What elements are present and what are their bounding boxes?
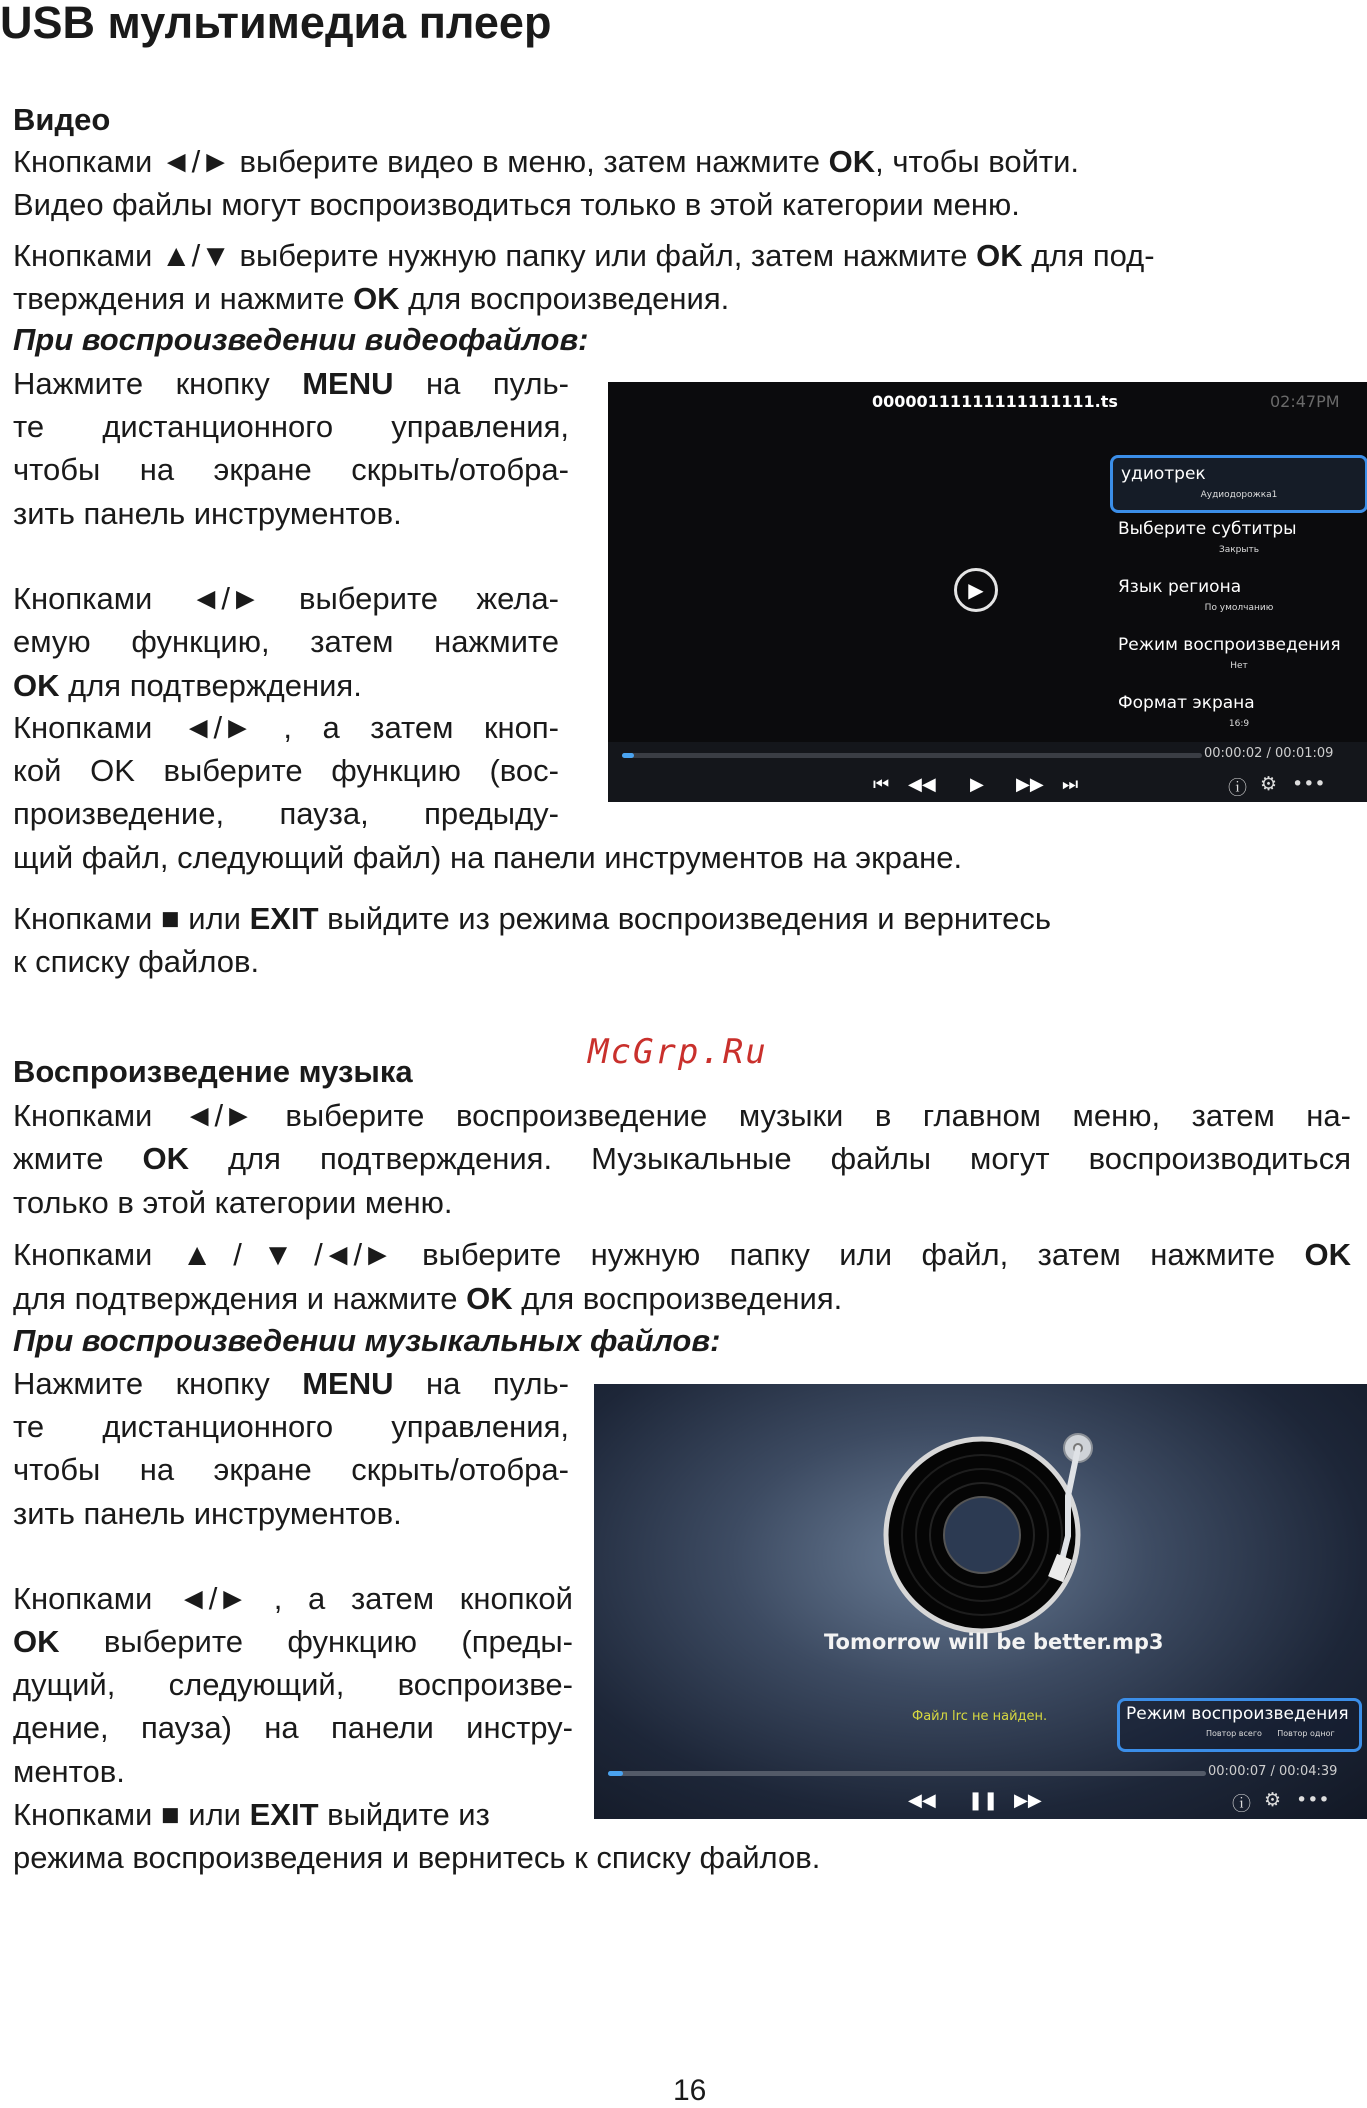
video-progress-fill: [622, 753, 634, 758]
music-progress-fill: [608, 1771, 623, 1776]
music-para-line: Кнопками ◄/► , а затем кнопкой: [13, 1581, 573, 1616]
track-title: Tomorrow will be better.mp3: [824, 1630, 1164, 1654]
menu-item-subtitles[interactable]: Выберите субтитры Закрыть: [1118, 519, 1297, 555]
video-para-line: те дистанционного управления,: [13, 409, 569, 444]
play-mode-options: Повтор всего Повтор одног: [1206, 1729, 1335, 1738]
video-filename: 00000111111111111111.ts: [872, 392, 1118, 411]
music-line-1: Кнопками ◄/► выберите воспроизведение музыки в главном меню, затем на-: [13, 1098, 1351, 1133]
pause-icon[interactable]: ❚❚: [968, 1790, 999, 1811]
menu-item-aspect-ratio[interactable]: Формат экрана 16:9: [1118, 693, 1255, 729]
video-subheading: При воспроизведении видеофайлов:: [13, 322, 589, 357]
video-heading: Видео: [13, 102, 111, 137]
skip-previous-icon[interactable]: ⏮: [873, 774, 890, 795]
video-line-1: Кнопками ◄/► выберите видео в меню, затем нажмите OK, чтобы войти.: [13, 144, 1080, 179]
clock: 02:47PM: [1270, 392, 1340, 411]
music-para-line: OK выберите функцию (преды-: [13, 1624, 573, 1659]
video-para-line: зить панель инструментов.: [13, 496, 402, 531]
music-heading: Воспроизведение музыка: [13, 1054, 413, 1089]
video-para-line: произведение, пауза, предыду-: [13, 796, 559, 831]
play-mode-panel[interactable]: [1117, 1698, 1362, 1752]
video-para-line: чтобы на экране скрыть/отобра-: [13, 452, 569, 487]
music-line-2: жмите OK для подтверждения. Музыкальные файлы могут воспроизводиться: [13, 1141, 1351, 1176]
video-line-4: тверждения и нажмите OK для воспроизведения.: [13, 281, 730, 316]
music-para-line: дение, пауза) на панели инстру-: [13, 1710, 573, 1745]
rewind-icon[interactable]: ◀◀: [908, 774, 936, 795]
music-progress-bar[interactable]: [608, 1771, 1206, 1776]
video-options-menu: [1110, 455, 1367, 745]
info-icon[interactable]: ⓘ: [1232, 1793, 1252, 1815]
music-para-line: Нажмите кнопку MENU на пуль-: [13, 1366, 569, 1401]
video-time: 00:00:02 / 00:01:09: [1204, 746, 1334, 761]
gear-icon[interactable]: ⚙: [1260, 773, 1278, 795]
play-mode-label: Режим воспроизведения: [1126, 1704, 1349, 1724]
more-icon[interactable]: •••: [1296, 1789, 1330, 1811]
skip-next-icon[interactable]: ⏭: [1062, 774, 1079, 795]
music-line-5: для подтверждения и нажмите OK для воспроизведения.: [13, 1281, 843, 1316]
fast-forward-icon[interactable]: ▶▶: [1016, 774, 1044, 795]
music-time: 00:00:07 / 00:04:39: [1208, 1764, 1338, 1779]
menu-item-region-language[interactable]: Язык региона По умолчанию: [1118, 577, 1274, 613]
video-para-line: кой OK выберите функцию (вос-: [13, 753, 559, 788]
video-para-line: OK для подтверждения.: [13, 668, 362, 703]
video-para-line: Кнопками ■ или EXIT выйдите из режима воспроизведения и вернитесь: [13, 901, 1052, 936]
play-icon[interactable]: ▶: [954, 568, 998, 612]
fast-forward-icon[interactable]: ▶▶: [1014, 1790, 1042, 1811]
info-icon[interactable]: ⓘ: [1228, 777, 1248, 799]
watermark: McGrp.Ru: [588, 1032, 768, 1072]
video-line-3: Кнопками ▲/▼ выберите нужную папку или файл, затем нажмите OK для под-: [13, 238, 1155, 273]
lyrics-status: Файл lrc не найден.: [912, 1709, 1048, 1724]
menu-item-audio-track[interactable]: удиотрек Аудиодорожка1: [1110, 455, 1367, 513]
more-icon[interactable]: •••: [1292, 773, 1326, 795]
video-para-line: Кнопками ◄/► , а затем кноп-: [13, 710, 559, 745]
music-player-screenshot: [594, 1384, 1367, 1819]
rewind-icon[interactable]: ◀◀: [908, 1790, 936, 1811]
page-title: USB мультимедиа плеер: [0, 0, 552, 48]
vinyl-turntable-icon: [594, 1384, 1367, 1819]
menu-item-play-mode[interactable]: Режим воспроизведения Нет: [1118, 635, 1341, 671]
page-number: 16: [673, 2074, 707, 2107]
music-para-line: режима воспроизведения и вернитесь к списку файлов.: [13, 1840, 821, 1875]
video-line-2: Видео файлы могут воспроизводиться только в этой категории меню.: [13, 187, 1020, 222]
music-para-line: Кнопками ■ или EXIT выйдите из: [13, 1797, 490, 1832]
music-para-line: чтобы на экране скрыть/отобра-: [13, 1452, 569, 1487]
music-para-line: ментов.: [13, 1754, 125, 1789]
video-para-line: Нажмите кнопку MENU на пуль-: [13, 366, 569, 401]
video-para-line: емую функцию, затем нажмите: [13, 624, 559, 659]
music-para-line: зить панель инструментов.: [13, 1496, 402, 1531]
music-para-line: дущий, следующий, воспроизве-: [13, 1667, 573, 1702]
video-para-line: щий файл, следующий файл) на панели инструментов на экране.: [13, 840, 963, 875]
video-player-screenshot: [608, 382, 1367, 802]
music-line-3: только в этой категории меню.: [13, 1185, 453, 1220]
video-para-line: Кнопками ◄/► выберите жела-: [13, 581, 559, 616]
music-subheading: При воспроизведении музыкальных файлов:: [13, 1323, 721, 1358]
gear-icon[interactable]: ⚙: [1264, 1789, 1282, 1811]
music-line-4: Кнопками ▲/▼/◄/► выберите нужную папку или файл, затем нажмите OK: [13, 1237, 1351, 1272]
play-button-icon[interactable]: ▶: [970, 774, 984, 795]
video-progress-bar[interactable]: [622, 753, 1202, 758]
music-para-line: те дистанционного управления,: [13, 1409, 569, 1444]
video-para-line: к списку файлов.: [13, 944, 260, 979]
